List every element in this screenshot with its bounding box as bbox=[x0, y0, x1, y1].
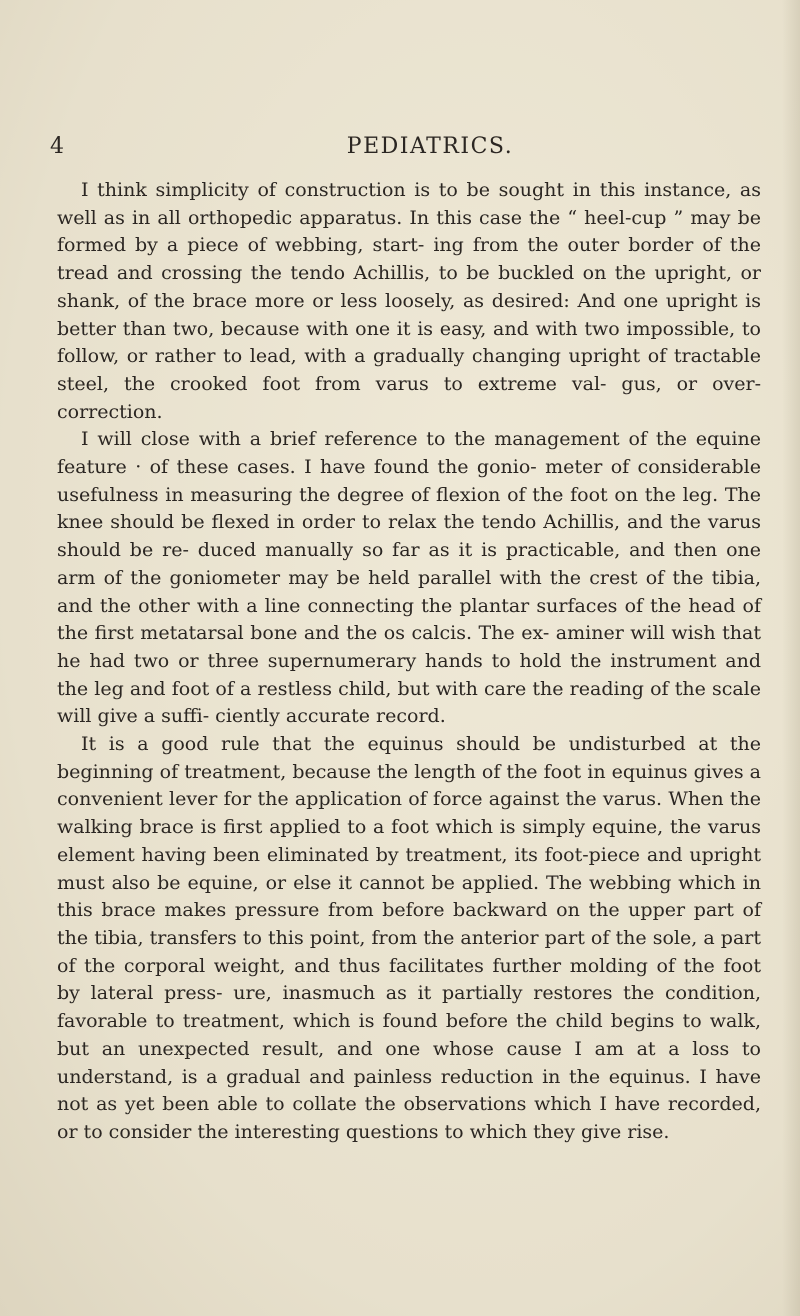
page-header bbox=[50, 134, 770, 168]
body-text bbox=[57, 177, 761, 1147]
page-edge-shadow bbox=[782, 0, 800, 1316]
page-number: 4 bbox=[50, 134, 65, 159]
paragraph-goniometer: I will close with a brief reference to the management of the equine feature · of these cases. I have found the gonio- meter of considerable usefulness in measuring the degree of flexion of the foot on the leg. The knee should be flexed in order to relax the tendo Achillis, and the varus should be re- duced manually so far as it is practicable, and then one arm of the goniometer may be held parallel with the crest of the tibia, and the other with a line connecting the plantar surfaces of the head of the first metatarsal bone and the os calcis. The ex- aminer will wish that he had two or three supernumerary hands to hold the instrument and the leg and foot of a restless child, but with care the reading of the scale will give a suffi- ciently accurate record. bbox=[57, 428, 761, 728]
paragraph-equinus: It is a good rule that the equinus should be undisturbed at the beginning of treatment, because the length of the foot in equinus gives a convenient lever for the application of force against the varus. When the walking brace is first applied to a foot which is simply equine, the varus element having been eliminated by treatment, its foot-piece and upright must also be equine, or else it cannot be applied. The webbing which in this brace makes pressure from before backward on the upper part of the tibia, transfers to this point, from the anterior part of the sole, a part of the corporal weight, and thus facilitates further molding of the foot by lateral press- ure, inasmuch as it partially restores the condition, favorable to treatment, which is found before the child begins to walk, but an unexpected result, and one whose cause I am at a loss to understand, is a gradual and painless reduction in the equinus. I have not as yet been able to collate the observations which I have recorded, or to consider the interesting questions to which they give rise. bbox=[57, 733, 761, 1143]
paragraph-heel-cup: I think simplicity of construction is to be sought in this instance, as well as in all orthopedic apparatus. In this case the “ heel-cup ” may be formed by a piece of webbing, start- ing from the outer border of the tread and crossing the tendo Achillis, to be buckled on the upright, or shank, of the brace more or less loosely, as desired: And one upright is better than two, because with one it is easy, and with two impossible, to follow, or rather to lead, with a gradually changing upright of tractable steel, the crooked foot from varus to extreme val- gus, or over-correction. bbox=[57, 179, 761, 423]
running-head: PEDIATRICS. bbox=[346, 134, 514, 159]
